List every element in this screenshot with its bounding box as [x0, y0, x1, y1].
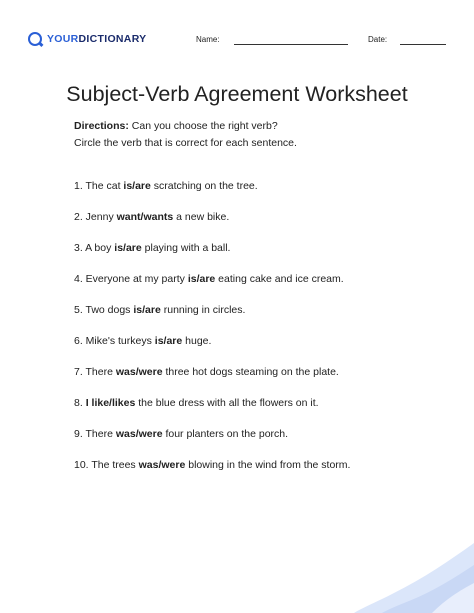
question-item: [74, 269, 350, 300]
logo-text: [47, 33, 147, 45]
verb-choice: is/are: [187, 273, 216, 285]
name-label: Name:: [196, 35, 220, 44]
worksheet-title: Subject-Verb Agreement Worksheet: [66, 82, 408, 107]
question-item: [74, 300, 350, 331]
question-item: [74, 238, 350, 269]
date-line: [400, 44, 446, 45]
name-line: [234, 44, 348, 45]
question-text-after: blowing in the wind from the storm.: [185, 459, 351, 471]
yourdictionary-logo: [28, 32, 147, 46]
question-text-before: 8.: [74, 397, 86, 409]
verb-choice: I like/likes: [85, 397, 136, 409]
verb-choice: is/are: [154, 335, 183, 347]
question-text-after: playing with a ball.: [141, 242, 231, 254]
verb-choice: is/are: [114, 242, 142, 254]
question-item: [74, 176, 350, 207]
question-text-before: 6. Mike's turkeys: [74, 335, 155, 347]
question-item: [74, 331, 350, 362]
verb-choice: is/are: [133, 304, 161, 316]
question-text-after: four planters on the porch.: [162, 428, 289, 440]
verb-choice: is/are: [123, 180, 151, 192]
page-header: [0, 30, 474, 50]
date-label: Date:: [368, 35, 388, 44]
question-text-before: 4. Everyone at my party: [74, 273, 188, 285]
logo-text-dictionary: DICTIONARY: [78, 33, 147, 45]
directions-text-1: Can you choose the right verb?: [131, 120, 278, 132]
question-text-before: 10. The trees: [74, 459, 139, 471]
question-text-after: huge.: [182, 335, 212, 347]
directions: [74, 118, 297, 152]
verb-choice: was/were: [138, 459, 186, 471]
question-text-after: running in circles.: [160, 304, 246, 316]
question-text-before: 2. Jenny: [74, 211, 117, 223]
directions-label: Directions:: [74, 120, 129, 132]
question-list: [74, 176, 350, 486]
question-text-after: scratching on the tree.: [150, 180, 258, 192]
verb-choice: was/were: [115, 366, 163, 378]
magnifier-logo-icon: [28, 32, 42, 46]
decorative-wave: [354, 543, 474, 613]
question-item: [74, 362, 350, 393]
question-text-before: 3. A boy: [74, 242, 115, 254]
question-text-after: a new bike.: [173, 211, 230, 223]
question-text-before: 9. There: [74, 428, 116, 440]
question-item: [74, 455, 350, 486]
question-text-after: the blue dress with all the flowers on it.: [135, 397, 319, 409]
question-item: [74, 424, 350, 455]
question-item: [74, 207, 350, 238]
question-text-after: three hot dogs steaming on the plate.: [162, 366, 339, 378]
logo-text-your: YOUR: [47, 33, 79, 45]
question-item: [74, 393, 350, 424]
directions-text-2: Circle the verb that is correct for each sentence.: [74, 137, 297, 149]
question-text-before: 1. The cat: [74, 180, 124, 192]
question-text-before: 5. Two dogs: [74, 304, 134, 316]
directions-line-1: [74, 118, 297, 135]
question-text-before: 7. There: [74, 366, 116, 378]
verb-choice: was/were: [115, 428, 163, 440]
question-text-after: eating cake and ice cream.: [215, 273, 344, 285]
verb-choice: want/wants: [116, 211, 174, 223]
